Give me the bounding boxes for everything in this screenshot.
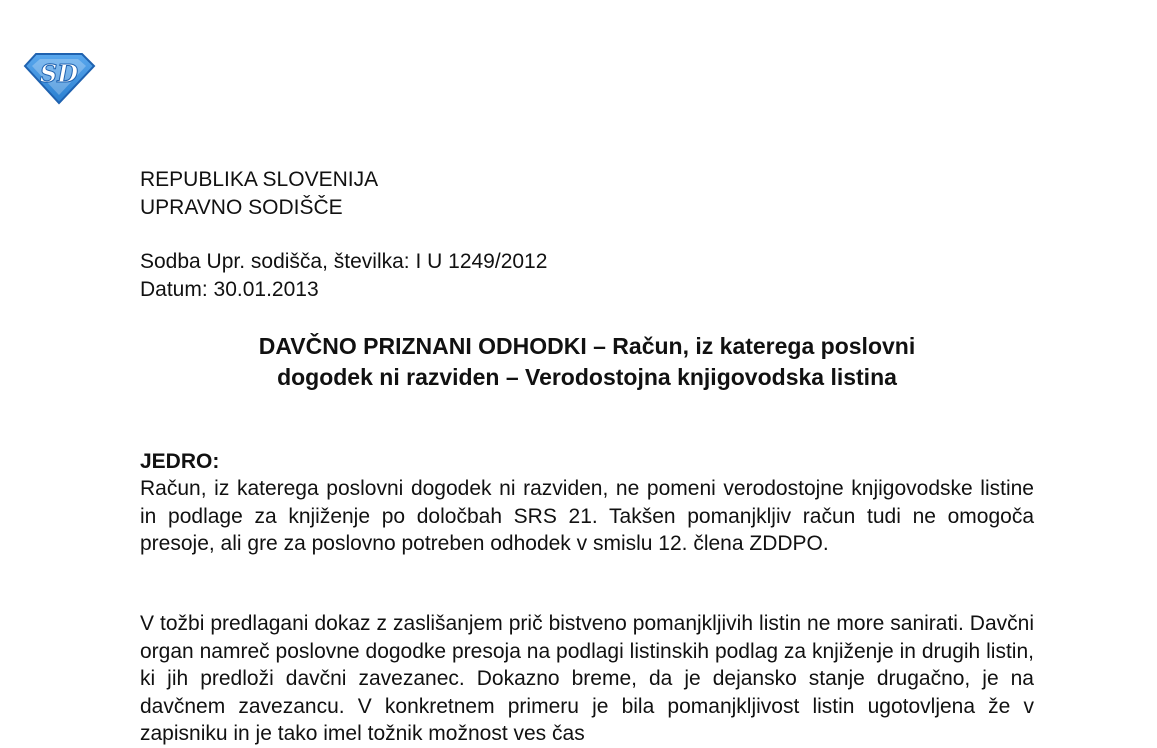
case-date: Datum: 30.01.2013 bbox=[140, 278, 319, 301]
header-country: REPUBLIKA SLOVENIJA bbox=[140, 168, 379, 191]
sd-diamond-logo-icon bbox=[22, 50, 96, 106]
document-title bbox=[140, 331, 1034, 393]
title-line-1: DAVČNO PRIZNANI ODHODKI – Račun, iz katerega poslovni bbox=[258, 333, 916, 359]
section-heading-jedro: JEDRO: bbox=[140, 450, 220, 473]
core-paragraph-1: Račun, iz katerega poslovni dogodek ni razviden, ne pomeni verodostojne knjigovodske listine in podlage za knjiženje po določbah SRS 21. Takšen pomanjkljiv račun tudi ne omogoča presoje, ali gre za poslovno potreben odhodek v smislu 12. člena ZDDPO. bbox=[140, 477, 1034, 555]
header-court: UPRAVNO SODIŠČE bbox=[140, 196, 343, 219]
case-meta bbox=[140, 248, 547, 304]
court-header bbox=[140, 166, 378, 222]
case-number: Sodba Upr. sodišča, številka: I U 1249/2012 bbox=[140, 250, 548, 273]
core-paragraph-2: V tožbi predlagani dokaz z zaslišanjem prič bistveno pomanjkljivih listin ne more sanirati. Davčni organ namreč poslovne dogodke presoja na podlagi listinskih podlag za knjiženje in drugih listin, ki jih predloži davčni zavezanec. Dokazno breme, da je dejansko stanje drugačno, je na davčnem zavezancu. V konkretnem primeru je bila pomanjkljivost listin ugotovljena že v zapisniku in je tako imel tožnik možnost ves čas bbox=[140, 612, 1034, 745]
svg-text:SD: SD bbox=[39, 59, 79, 88]
title-line-2: dogodek ni razviden – Verodostojna knjigovodska listina bbox=[277, 364, 897, 390]
